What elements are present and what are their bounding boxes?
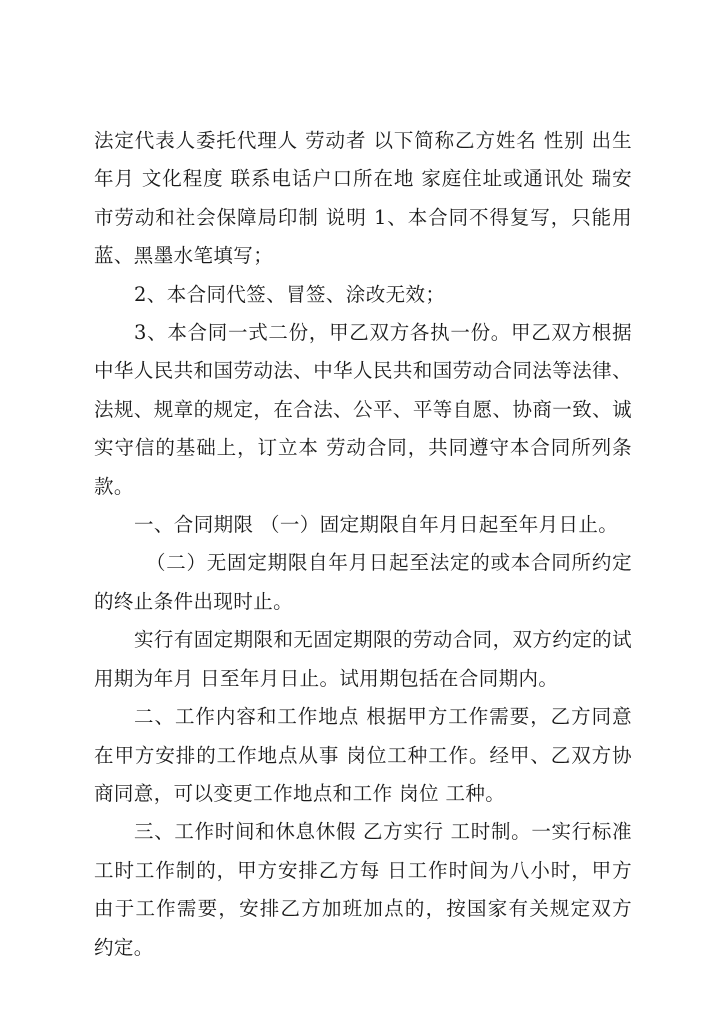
paragraph-no-proxy-signing: 2、本合同代签、冒签、涂改无效； bbox=[134, 282, 446, 306]
contract-body bbox=[94, 122, 632, 967]
paragraph-working-hours-and-leave: 三、工作时间和休息休假 乙方实行 工时制。一实行标准工时工作制的，甲方安排乙方每 日工作时间为八小时，甲方由于工作需要，安排乙方加班加点的，按国家有关规定双方 约定。 bbox=[94, 820, 632, 959]
paragraph-parties-and-instructions: 法定代表人委托代理人 劳动者 以下简称乙方姓名 性别 出生年月 文化程度 联系电话户口所在地 家庭住址或通讯处 瑞安市劳动和社会保障局印制 说明 1、本合同不得复写，只能用蓝、黑墨水笔填写； bbox=[94, 129, 632, 268]
paragraph-two-copies-and-basis: 3、本合同一式二份，甲乙双方各执一份。甲乙双方根据中华人民共和国劳动法、中华人民共和国劳动合同法等法律、 法规、规章的规定，在合法、公平、平等自愿、协商一致、诚实守信的基础上，订立本 劳动合同，共同遵守本合同所列条款。 bbox=[94, 321, 632, 498]
paragraph-contract-term-open: （二）无固定期限自年月日起至法定的或本合同所约定的终止条件出现时止。 bbox=[94, 551, 632, 613]
paragraph-probation-period: 实行有固定期限和无固定期限的劳动合同，双方约定的试用期为年月 日至年月日止。试用期包括在合同期内。 bbox=[94, 628, 632, 690]
paragraph-work-content-and-place: 二、工作内容和工作地点 根据甲方工作需要，乙方同意在甲方安排的工作地点从事 岗位工种工作。经甲、乙双方协商同意，可以变更工作地点和工作 岗位 工种。 bbox=[94, 705, 632, 805]
paragraph-contract-term-fixed: 一、合同期限 （一）固定期限自年月日起至年月日止。 bbox=[134, 513, 619, 537]
